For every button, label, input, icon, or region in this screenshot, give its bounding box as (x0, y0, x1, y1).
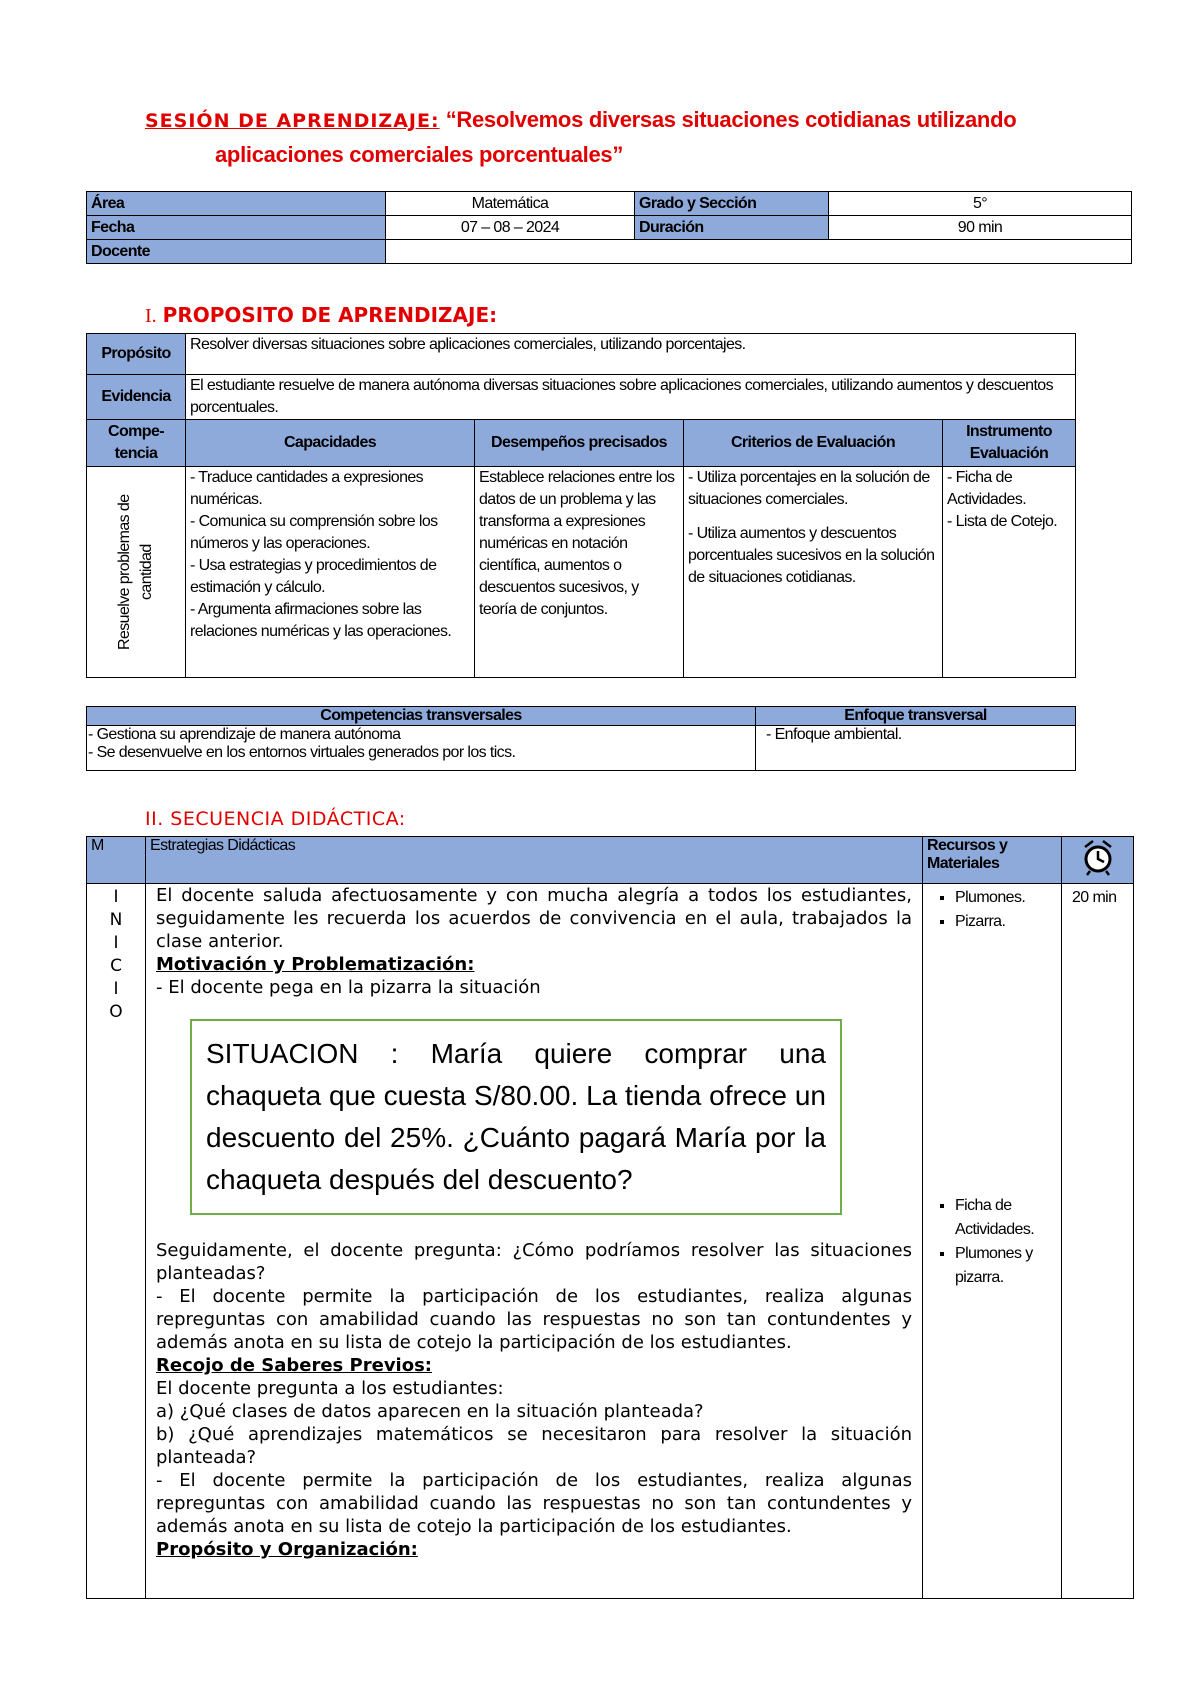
motivacion-title: Motivación y Problematización: (156, 954, 475, 975)
clock-header (1062, 837, 1134, 884)
capacidades-cell (186, 467, 475, 678)
criterio-item: - Utiliza aumentos y descuentos porcentuales sucesivos en la solución de situaciones cotidianas. (688, 525, 935, 586)
fecha-value: 07 – 08 – 2024 (386, 216, 635, 240)
instrumento-item: - Lista de Cotejo. (947, 513, 1058, 530)
tiempo-cell: 20 min (1062, 884, 1134, 1599)
moment-letters (91, 886, 141, 1024)
duracion-label: Duración (635, 216, 829, 240)
estrategias-header: Estrategias Didácticas (146, 837, 923, 884)
situacion-box: SITUACION : María quiere comprar una chaqueta que cuesta S/80.00. La tienda ofrece un descuento del 25%. ¿Cuánto pagará María por la chaqueta después del descuento? (190, 1019, 842, 1215)
grado-value: 5° (829, 192, 1132, 216)
moment-cell-inicio (87, 884, 146, 1599)
evidencia-label: Evidencia (87, 375, 186, 420)
enfoque-transversal-header: Enfoque transversal (756, 707, 1076, 726)
proposito-label: Propósito (87, 334, 186, 375)
session-title (145, 103, 1137, 171)
capacidades-header: Capacidades (186, 420, 475, 467)
greeting-paragraph: El docente saluda afectuosamente y con mucha alegría a todos los estudiantes, seguidamente les recuerda los acuerdos de convivencia en el aula, trabajados la clase anterior. (156, 885, 912, 952)
organizacion-title: Propósito y Organización: (156, 1539, 418, 1560)
competencia-transversal-item: - Se desenvuelve en los entornos virtuales generados por los tics. (88, 744, 516, 761)
proposito-text: Resolver diversas situaciones sobre aplicaciones comerciales, utilizando porcentajes. (186, 334, 1076, 375)
capacidad-item: - Traduce cantidades a expresiones numéricas. (190, 469, 424, 508)
area-value: Matemática (386, 192, 635, 216)
criterios-cell (684, 467, 943, 678)
secuencia-section-title: II. SECUENCIA DIDÁCTICA: (145, 808, 406, 830)
section-title-text: PROPOSITO DE APRENDIZAJE: (162, 303, 498, 327)
evidencia-text: El estudiante resuelve de manera autónoma diversas situaciones sobre aplicaciones comerciales, utilizando aumentos y descuentos porcentuales. (186, 375, 1076, 420)
moment-letter: O (109, 1002, 123, 1022)
title-lead: SESIÓN DE APRENDIZAJE: (145, 110, 440, 132)
docente-label: Docente (87, 240, 386, 264)
criterio-item: - Utiliza porcentajes en la solución de situaciones comerciales. (688, 469, 930, 508)
grado-label: Grado y Sección (635, 192, 829, 216)
participation-paragraph-2: - El docente permite la participación de los estudiantes, realiza algunas repreguntas con amabilidad cuando las respuestas no son tan contundentes y además anota en su lista de cotejo la participación de los estudiantes. (156, 1470, 912, 1537)
proposito-table (86, 333, 1076, 678)
moment-letter: N (109, 910, 123, 930)
competencia-text: Resuelve problemas de cantidad (116, 494, 155, 650)
recurso-item: ▪ Pizarra. (955, 910, 1057, 934)
saberes-intro: El docente pregunta a los estudiantes: (156, 1378, 504, 1399)
instrumentos-cell (943, 467, 1076, 678)
moment-letter: I (113, 979, 119, 999)
competencia-transversal-item: - Gestiona su aprendizaje de manera autónoma (88, 726, 401, 743)
m-header: M (87, 837, 146, 884)
saberes-question-b: b) ¿Qué aprendizajes matemáticos se necesitaron para resolver la situación planteada? (156, 1424, 912, 1468)
fecha-label: Fecha (87, 216, 386, 240)
instrumento-item: - Ficha de Actividades. (947, 469, 1027, 508)
estrategias-cell (146, 884, 923, 1599)
saberes-title: Recojo de Saberes Previos: (156, 1355, 432, 1376)
capacidad-item: - Usa estrategias y procedimientos de estimación y cálculo. (190, 557, 437, 596)
moment-letter: I (113, 887, 119, 907)
competencia-cell (87, 467, 186, 678)
transversales-table (86, 706, 1076, 771)
info-table (86, 191, 1132, 264)
secuencia-table (86, 836, 1134, 1599)
competencias-transversales-cell (87, 726, 756, 771)
recurso-item: ▪ Plumones y pizarra. (955, 1242, 1055, 1290)
recursos-header: Recursos y Materiales (923, 837, 1062, 884)
capacidad-item: - Argumenta afirmaciones sobre las relaciones numéricas y las operaciones. (190, 601, 452, 640)
instrumento-header: Instrumento Evaluación (943, 420, 1076, 467)
desempeno-cell: Establece relaciones entre los datos de un problema y las transforma a expresiones numéricas en notación científica, aumentos o descuentos sucesivos, y teoría de conjuntos. (475, 467, 684, 678)
duracion-value: 90 min (829, 216, 1132, 240)
recurso-item: ▪ Ficha de Actividades. (955, 1194, 1055, 1242)
recursos-cell (923, 884, 1062, 1599)
recurso-item: ▪ Plumones. (955, 886, 1057, 910)
enfoque-transversal-cell: - Enfoque ambiental. (756, 726, 1076, 771)
competencia-header: Compe-tencia (87, 420, 186, 467)
title-quote-line2: aplicaciones comerciales porcentuales” (215, 142, 624, 167)
moment-letter: I (113, 933, 119, 953)
desempenos-header: Desempeños precisados (475, 420, 684, 467)
title-quote-line1: “Resolvemos diversas situaciones cotidianas utilizando (445, 107, 1017, 132)
proposito-section-title (145, 303, 497, 328)
motivacion-paragraph: - El docente pega en la pizarra la situación (156, 977, 541, 998)
area-label: Área (87, 192, 386, 216)
criterios-header: Criterios de Evaluación (684, 420, 943, 467)
saberes-question-a: a) ¿Qué clases de datos aparecen en la situación planteada? (156, 1401, 704, 1422)
recursos-list-2 (933, 1194, 1055, 1290)
participation-paragraph: - El docente permite la participación de los estudiantes, realiza algunas repreguntas con amabilidad cuando las respuestas no son tan contundentes y además anota en su lista de cotejo la participación de los estudiantes. (156, 1286, 912, 1353)
docente-value (386, 240, 1132, 264)
capacidad-item: - Comunica su comprensión sobre los números y las operaciones. (190, 513, 438, 552)
moment-letter: C (110, 956, 122, 976)
question-paragraph: Seguidamente, el docente pregunta: ¿Cómo podríamos resolver las situaciones planteadas? (156, 1240, 912, 1284)
competencias-transversales-header: Competencias transversales (87, 707, 756, 726)
alarm-clock-icon (1081, 837, 1115, 877)
section-number: I. (145, 305, 157, 327)
recursos-list-1 (933, 886, 1057, 934)
